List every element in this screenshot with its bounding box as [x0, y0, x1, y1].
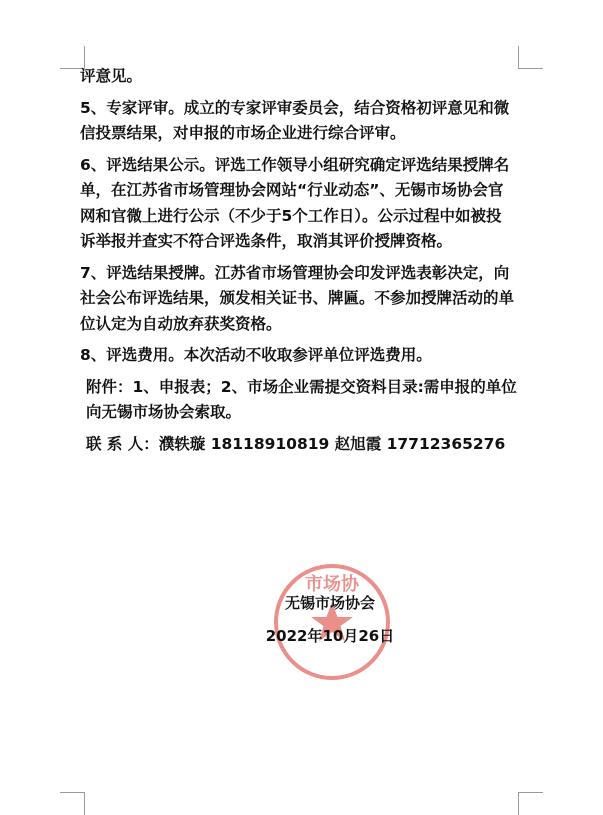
text-line: 附件：1、申报表；2、市场企业需提交资料目录:需申报的单位	[86, 377, 517, 396]
text-line: 6、评选结果公示。评选工作领导小组研究确定评选结果授牌名	[80, 155, 510, 174]
text-line: 网和官微上进行公示（不少于5个工作日）。公示过程中如被投	[80, 206, 502, 225]
signature-date: 2022年10月26日	[265, 627, 395, 645]
paragraph-expert-review	[80, 96, 525, 147]
crop-mark-bottom-right	[518, 792, 543, 815]
paragraph-award	[80, 261, 525, 338]
stamp-text: 市场协	[305, 574, 359, 595]
text-line: 位认定为自动放弃获奖资格。	[80, 314, 282, 333]
crop-mark-bottom-left	[60, 792, 85, 815]
text-line: 评意见。	[80, 67, 143, 85]
paragraph-result-publicity	[80, 153, 525, 255]
text-line: 单，在江苏省市场管理协会网站“行业动态”、无锡市场协会官	[80, 181, 504, 199]
paragraph-attachment	[80, 375, 525, 426]
contact-line: 联 系 人：濮轶璇 18118910819 赵旭霞 17712365276	[86, 434, 506, 453]
text-line: 7、评选结果授牌。江苏省市场管理协会印发评选表彰决定，向	[80, 263, 510, 282]
text-line: 信投票结果，对申报的市场企业进行综合评审。	[80, 124, 406, 142]
signature-organization: 无锡市场协会	[284, 594, 375, 612]
paragraph-continuation	[80, 64, 525, 90]
text-line: 8、评选费用。本次活动不收取参评单位评选费用。	[80, 346, 432, 364]
text-line: 诉举报并查实不符合评选条件，取消其评价授牌资格。	[80, 232, 453, 250]
paragraph-contacts	[80, 432, 525, 458]
document-body	[80, 64, 525, 463]
text-line: 5、专家评审。成立的专家评审委员会，结合资格初评意见和微	[80, 98, 510, 117]
text-line: 向无锡市场协会索取。	[86, 403, 242, 421]
paragraph-fees	[80, 343, 525, 369]
official-seal-stamp	[272, 562, 392, 682]
text-line: 社会公布评选结果，颁发相关证书、牌匾。不参加授牌活动的单	[80, 289, 515, 307]
